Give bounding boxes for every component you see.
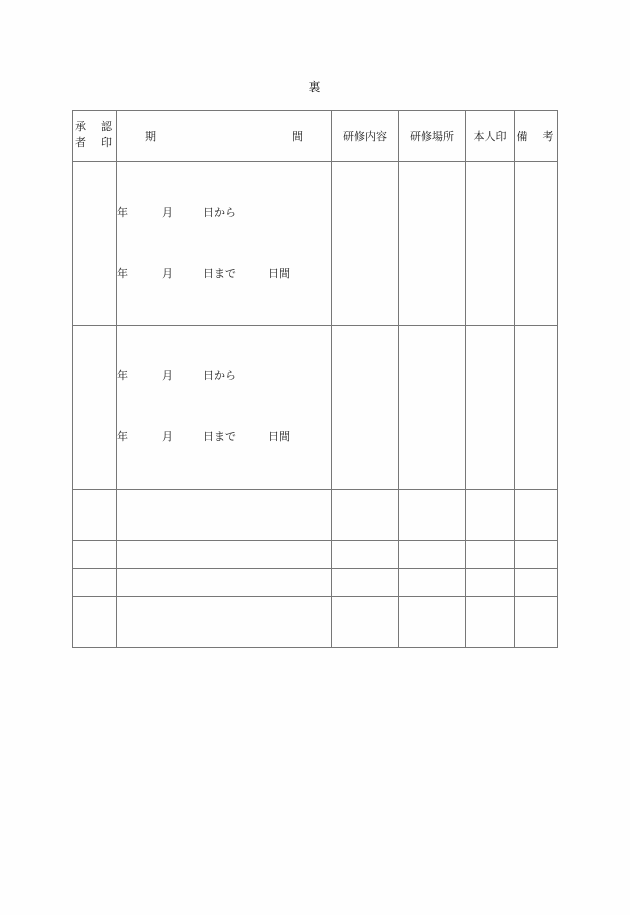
cell-training-content[interactable] xyxy=(332,540,399,568)
table-row xyxy=(73,568,558,596)
cell-period[interactable] xyxy=(117,162,332,326)
cell-approver-seal[interactable] xyxy=(73,162,117,326)
cell-training-place[interactable] xyxy=(399,489,466,540)
period-days: 日間 xyxy=(268,431,290,444)
cell-period[interactable] xyxy=(117,325,332,489)
period-year: 年 xyxy=(117,431,128,444)
header-period xyxy=(117,111,332,162)
header-approver-seal-line1: 承 認 xyxy=(75,121,114,134)
cell-training-content[interactable] xyxy=(332,325,399,489)
header-approver-seal-line2: 者 印 xyxy=(75,137,114,149)
cell-approver-seal[interactable] xyxy=(73,596,117,647)
cell-personal-seal[interactable] xyxy=(466,540,515,568)
table-row xyxy=(73,162,558,326)
period-line-start xyxy=(117,203,331,223)
cell-personal-seal[interactable] xyxy=(466,568,515,596)
period-month: 月 xyxy=(162,206,173,219)
header-personal-seal: 本人印 xyxy=(466,111,515,162)
cell-personal-seal[interactable] xyxy=(466,162,515,326)
header-training-place: 研修場所 xyxy=(399,111,466,162)
period-year: 年 xyxy=(117,206,128,219)
cell-approver-seal[interactable] xyxy=(73,540,117,568)
cell-training-place[interactable] xyxy=(399,596,466,647)
cell-remarks[interactable] xyxy=(515,162,558,326)
cell-training-content[interactable] xyxy=(332,568,399,596)
period-year: 年 xyxy=(117,370,128,383)
page-label: 裏 xyxy=(308,80,322,94)
period-line-end xyxy=(117,427,331,447)
cell-remarks[interactable] xyxy=(515,489,558,540)
period-line-end xyxy=(117,264,331,284)
period-from: 日から xyxy=(203,206,236,219)
header-remarks: 備 考 xyxy=(515,111,558,162)
period-month: 月 xyxy=(162,431,173,444)
period-from: 日から xyxy=(203,370,236,383)
header-approver-seal xyxy=(73,111,117,162)
cell-training-content[interactable] xyxy=(332,162,399,326)
cell-training-content[interactable] xyxy=(332,596,399,647)
period-to: 日まで xyxy=(203,431,236,444)
cell-period[interactable] xyxy=(117,596,332,647)
cell-remarks[interactable] xyxy=(515,596,558,647)
cell-period[interactable] xyxy=(117,540,332,568)
period-month: 月 xyxy=(162,267,173,280)
table-row xyxy=(73,325,558,489)
period-month: 月 xyxy=(162,370,173,383)
cell-approver-seal[interactable] xyxy=(73,489,117,540)
table-row xyxy=(73,489,558,540)
header-period-left: 期 xyxy=(145,131,156,143)
cell-approver-seal[interactable] xyxy=(73,325,117,489)
table-row xyxy=(73,540,558,568)
cell-training-content[interactable] xyxy=(332,489,399,540)
cell-training-place[interactable] xyxy=(399,568,466,596)
cell-personal-seal[interactable] xyxy=(466,596,515,647)
cell-training-place[interactable] xyxy=(399,325,466,489)
period-year: 年 xyxy=(117,267,128,280)
cell-training-place[interactable] xyxy=(399,162,466,326)
cell-remarks[interactable] xyxy=(515,568,558,596)
cell-period[interactable] xyxy=(117,489,332,540)
header-training-content: 研修内容 xyxy=(332,111,399,162)
table-row xyxy=(73,596,558,647)
cell-personal-seal[interactable] xyxy=(466,489,515,540)
period-to: 日まで xyxy=(203,267,236,280)
cell-approver-seal[interactable] xyxy=(73,568,117,596)
training-record-table xyxy=(72,110,558,648)
cell-personal-seal[interactable] xyxy=(466,325,515,489)
table-header-row xyxy=(73,111,558,162)
period-days: 日間 xyxy=(268,267,290,280)
header-period-right: 間 xyxy=(292,131,303,143)
cell-remarks[interactable] xyxy=(515,325,558,489)
cell-training-place[interactable] xyxy=(399,540,466,568)
cell-remarks[interactable] xyxy=(515,540,558,568)
period-line-start xyxy=(117,366,331,386)
cell-period[interactable] xyxy=(117,568,332,596)
